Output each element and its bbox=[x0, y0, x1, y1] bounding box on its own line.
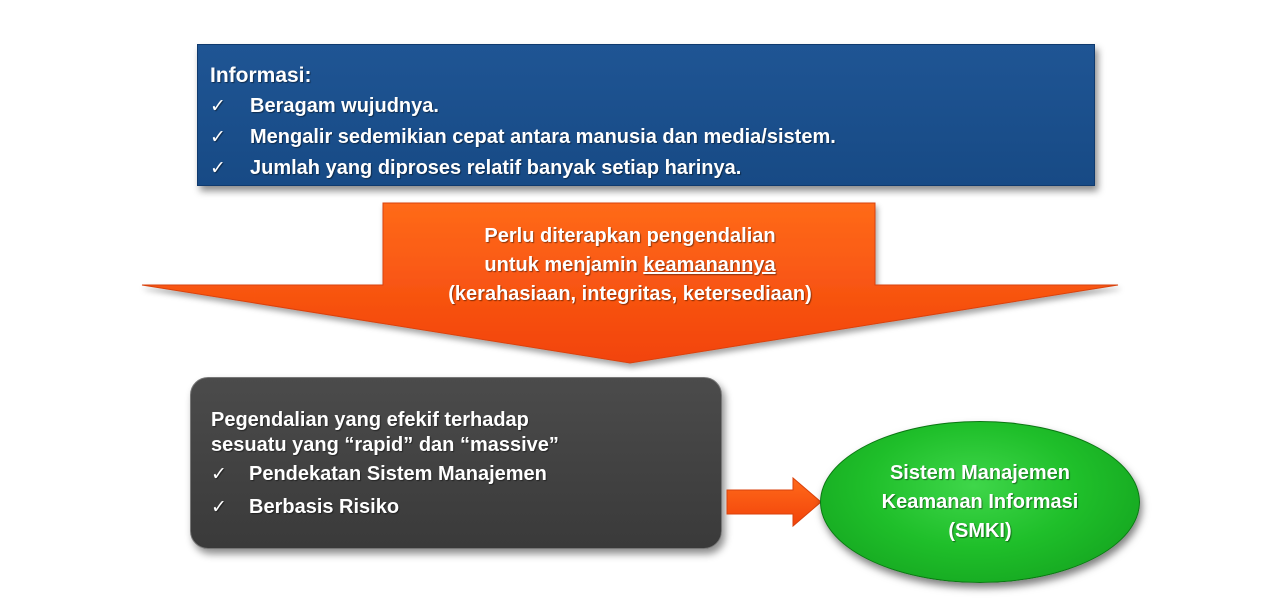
arrow-line-1: Perlu diterapkan pengendalian bbox=[484, 225, 776, 247]
list-item: ✓ Mengalir sedemikian cepat antara manusia dan media/sistem. bbox=[210, 122, 1094, 153]
checkmark-icon: ✓ bbox=[210, 158, 226, 179]
list-item: ✓ Jumlah yang diproses relatif banyak setiap harinya. bbox=[210, 153, 1094, 184]
checkmark-icon: ✓ bbox=[211, 464, 227, 485]
info-list bbox=[210, 91, 1094, 184]
list-item: ✓ Berbasis Risiko bbox=[211, 491, 721, 524]
list-item: ✓ Beragam wujudnya. bbox=[210, 91, 1094, 122]
control-list bbox=[211, 458, 721, 524]
list-item: ✓ Pendekatan Sistem Manajemen bbox=[211, 458, 721, 491]
right-arrow-icon bbox=[725, 476, 825, 528]
smki-ellipse bbox=[820, 421, 1140, 583]
smki-label: Sistem Manajemen Keamanan Informasi (SMKI) bbox=[881, 461, 1079, 542]
arrow-text bbox=[380, 222, 880, 309]
control-line-1: Pegendalian yang efekif terhadap bbox=[211, 409, 529, 431]
info-box bbox=[197, 44, 1095, 186]
checkmark-icon: ✓ bbox=[210, 96, 226, 117]
arrow-line-2: untuk menjamin keamanannya bbox=[484, 254, 776, 276]
checkmark-icon: ✓ bbox=[211, 497, 227, 518]
control-box bbox=[190, 377, 722, 549]
info-heading: Informasi: bbox=[210, 64, 312, 87]
control-line-2: sesuatu yang “rapid” dan “massive” bbox=[211, 434, 559, 456]
underlined-keyword: keamanannya bbox=[643, 254, 776, 276]
checkmark-icon: ✓ bbox=[210, 127, 226, 148]
arrow-line-3: (kerahasiaan, integritas, ketersediaan) bbox=[448, 283, 812, 305]
